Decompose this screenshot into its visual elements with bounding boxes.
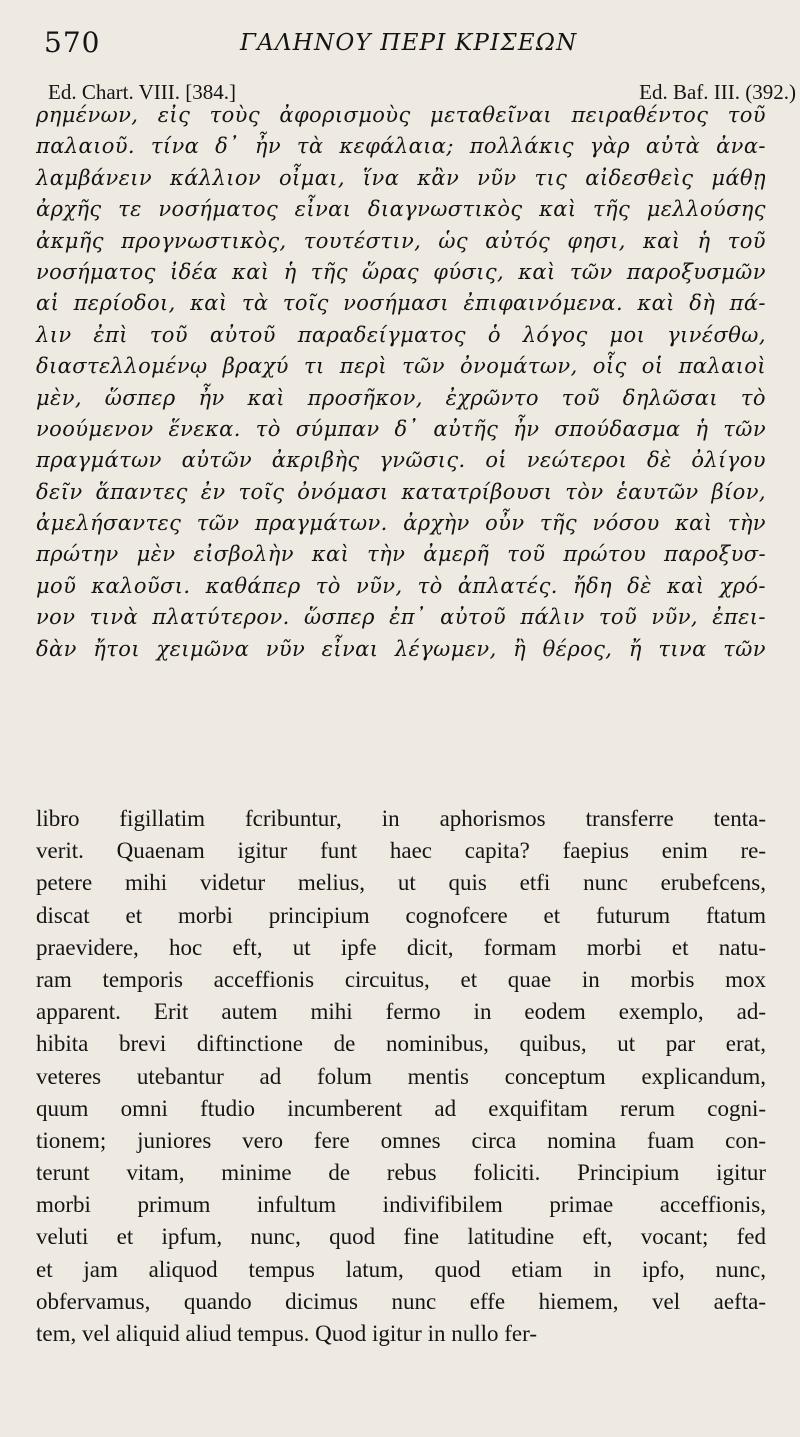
greek-text-line: ἀρχῆς τε νοσήματος εἶναι διαγνωστικὸς καὶ τῆς μελλούσης bbox=[36, 197, 766, 222]
greek-text-line: μὲν, ὥσπερ ἦν καὶ προσῆκον, ἐχρῶντο τοῦ δηλῶσαι τὸ bbox=[36, 385, 766, 410]
latin-text-line: terunt vitam, minime de rebus foliciti. Principium igitur bbox=[36, 1160, 766, 1186]
latin-text-line: libro figillatim fcribuntur, in aphorismos transferre tenta- bbox=[36, 806, 766, 831]
latin-text-line: tem, vel aliquid aliud tempus. Quod igitur in nullo fer- bbox=[36, 1321, 537, 1346]
latin-text-line: apparent. Erit autem mihi fermo in eodem exemplo, ad- bbox=[36, 999, 766, 1025]
greek-text-line: νοσήματος ἰδέα καὶ ἡ τῆς ὥρας φύσις, καὶ τῶν παροξυσμῶν bbox=[36, 259, 766, 284]
latin-text-line: discat et morbi principium cognofcere et futurum ftatum bbox=[36, 902, 766, 928]
edition-reference-left: Ed. Chart. VIII. [384.] bbox=[48, 80, 236, 104]
page-number: 570 bbox=[44, 26, 101, 59]
greek-text-line: μοῦ καλοῦσι. καθάπερ τὸ νῦν, τὸ ἀπλατές. ἤδη δὲ καὶ χρό- bbox=[36, 573, 766, 598]
greek-text-line: δὰν ἤτοι χειμῶνα νῦν εἶναι λέγωμεν, ἢ θέρος, ἤ τινα τῶν bbox=[36, 636, 766, 661]
latin-text-line: petere mihi videtur melius, ut quis etfi nunc erubefcens, bbox=[36, 870, 766, 896]
greek-text-line: λιν ἐπὶ τοῦ αὐτοῦ παραδείγματος ὁ λόγος μοι γινέσθω, bbox=[36, 322, 766, 347]
greek-text-line: παλαιοῦ. τίνα δ᾽ ἦν τὰ κεφάλαια; πολλάκις γὰρ αὐτὰ ἀνα- bbox=[36, 134, 766, 159]
greek-text-line: αἱ περίοδοι, καὶ τὰ τοῖς νοσήμασι ἐπιφαινόμενα. καὶ δὴ πά- bbox=[36, 291, 766, 316]
latin-text-line: hibita brevi diftinctione de nominibus, quibus, ut par erat, bbox=[36, 1031, 766, 1057]
edition-reference-right: Ed. Baf. III. (392.) bbox=[639, 80, 796, 104]
greek-text-line: νον τινὰ πλατύτερον. ὥσπερ ἐπ᾽ αὐτοῦ πάλιν τοῦ νῦν, ἐπει- bbox=[36, 605, 766, 630]
greek-text-line: πρώτην μὲν εἰσβολὴν καὶ τὴν ἀμερῆ τοῦ πρώτου παροξυσ- bbox=[36, 542, 766, 567]
greek-text-line: ἀμελήσαντες τῶν πραγμάτων. ἀρχὴν οὖν τῆς νόσου καὶ τὴν bbox=[36, 511, 766, 536]
greek-text-line: νοούμενον ἕνεκα. τὸ σύμπαν δ᾽ αὐτῆς ἦν σπούδασμα ἡ τῶν bbox=[36, 416, 766, 441]
latin-text-line: verit. Quaenam igitur funt haec capita? faepius enim re- bbox=[36, 838, 766, 864]
greek-text-line: λαμβάνειν κάλλιον οἶμαι, ἵνα κἂν νῦν τις αἰδεσθεὶς μάθῃ bbox=[36, 165, 766, 190]
greek-text-line: διαστελλομένῳ βραχύ τι περὶ τῶν ὀνομάτων, οἷς οἱ παλαιοὶ bbox=[36, 354, 766, 379]
greek-text-block bbox=[36, 100, 766, 665]
latin-text-line: ram temporis acceffionis circuitus, et quae in morbis mox bbox=[36, 966, 766, 992]
greek-text-line: ρημένων, εἰς τοὺς ἀφορισμοὺς μεταθεῖναι πειραθέντος τοῦ bbox=[36, 103, 766, 127]
latin-text-line: praevidere, hoc eft, ut ipfe dicit, formam morbi et natu- bbox=[36, 934, 766, 960]
latin-text-line: veteres utebantur ad folum mentis conceptum explicandum, bbox=[36, 1063, 766, 1089]
greek-text-line: ἀκμῆς προγνωστικὸς, τουτέστιν, ὡς αὐτός φησι, καὶ ἡ τοῦ bbox=[36, 228, 766, 253]
latin-text-line: et jam aliquod tempus latum, quod etiam in ipfo, nunc, bbox=[36, 1256, 766, 1282]
latin-text-block bbox=[36, 803, 766, 1350]
greek-text-line: δεῖν ἅπαντες ἐν τοῖς ὀνόμασι κατατρίβουσι τὸν ἑαυτῶν βίον, bbox=[36, 479, 766, 504]
latin-text-line: veluti et ipfum, nunc, quod fine latitudine eft, vocant; fed bbox=[36, 1224, 766, 1250]
latin-text-line: tionem; juniores vero fere omnes circa nomina fuam con- bbox=[36, 1127, 766, 1153]
latin-text-line: obfervamus, quando dicimus nunc effe hiemem, vel aefta- bbox=[36, 1288, 766, 1314]
page-header bbox=[44, 22, 774, 68]
latin-text-line: quum omni ftudio incumberent ad exquifitam rerum cogni- bbox=[36, 1095, 766, 1121]
greek-text-line: πραγμάτων αὐτῶν ἀκριβὴς γνῶσις. οἱ νεώτεροι δὲ ὀλίγου bbox=[36, 448, 766, 473]
latin-text-line: morbi primum infultum indivifibilem primae acceffionis, bbox=[36, 1192, 766, 1218]
running-title: ΓΑΛΗΝΟΥ ΠΕΡΙ ΚΡΙΣΕΩΝ bbox=[240, 30, 578, 56]
